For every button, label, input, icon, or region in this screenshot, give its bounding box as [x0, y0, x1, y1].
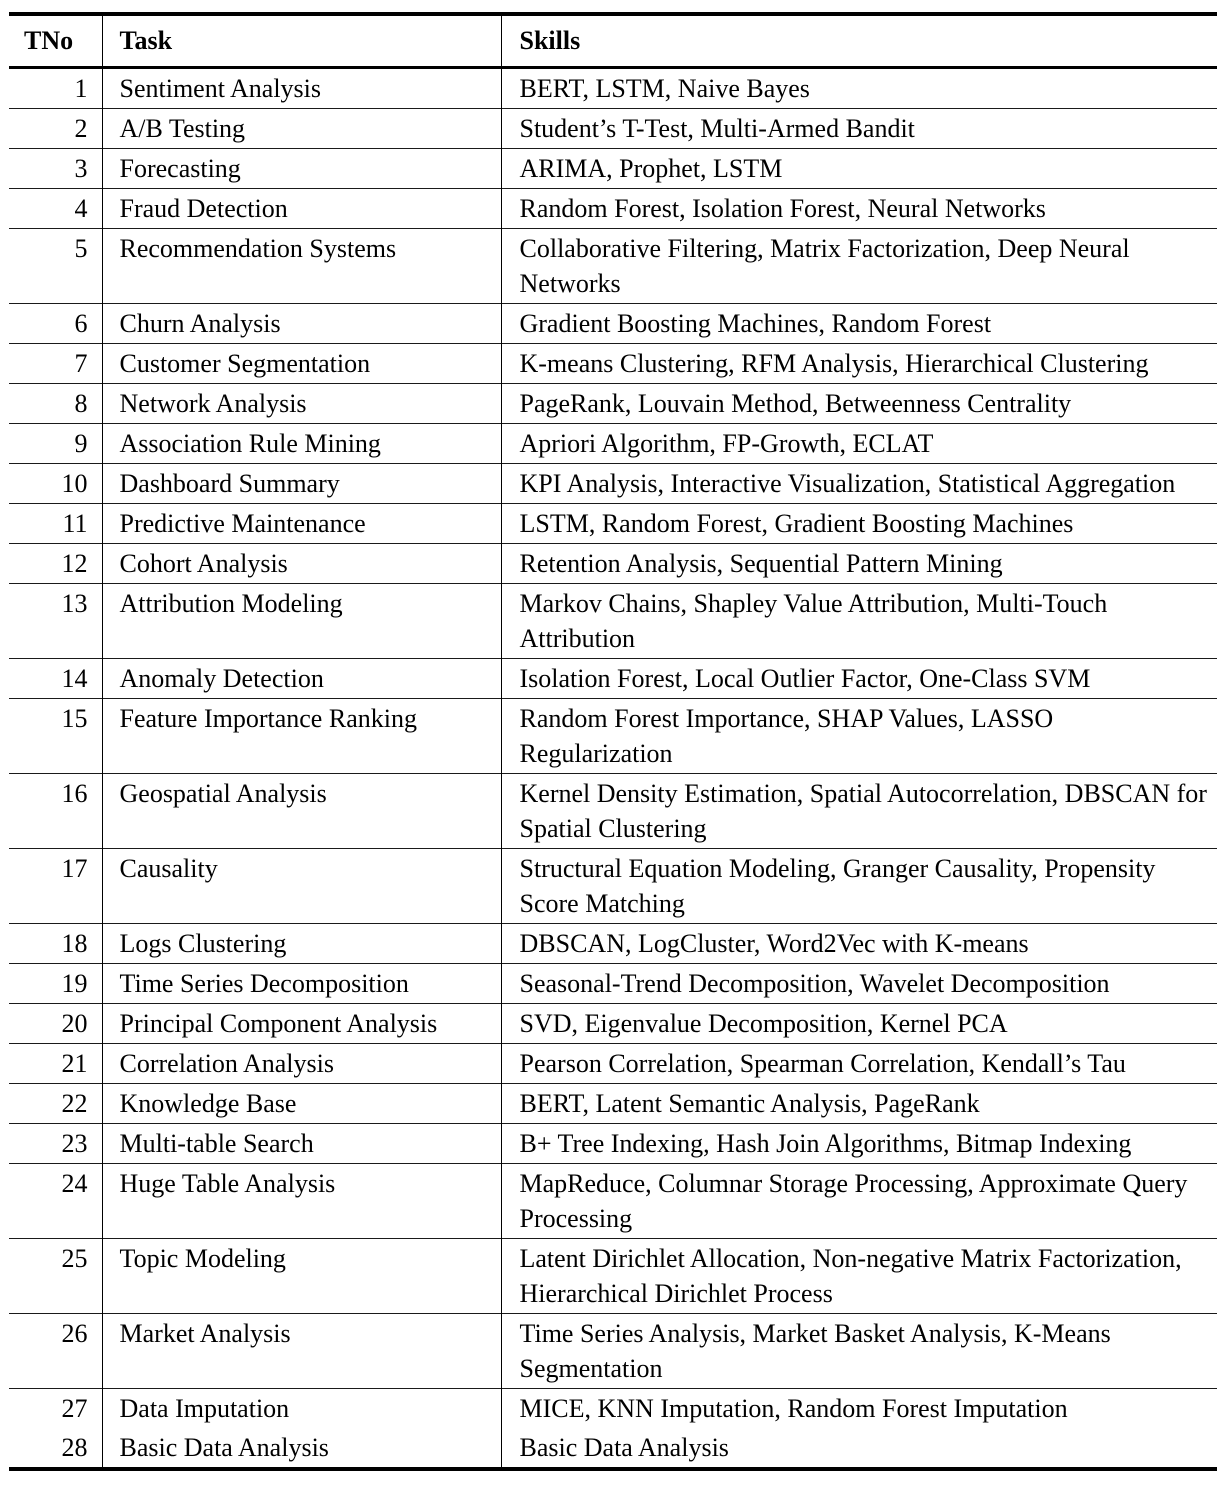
cell-tno: 16 [9, 774, 102, 849]
cell-tno: 23 [9, 1124, 102, 1164]
cell-tno: 13 [9, 584, 102, 659]
table-header [9, 14, 1217, 68]
cell-task: Multi-table Search [102, 1124, 501, 1164]
cell-tno: 17 [9, 849, 102, 924]
tasks-skills-table [9, 12, 1217, 1471]
table-row [9, 1084, 1217, 1124]
cell-task: Feature Importance Ranking [102, 699, 501, 774]
cell-task: Predictive Maintenance [102, 504, 501, 544]
table-row [9, 699, 1217, 774]
table-row [9, 504, 1217, 544]
cell-skills: Apriori Algorithm, FP-Growth, ECLAT [501, 424, 1217, 464]
cell-skills: ARIMA, Prophet, LSTM [501, 149, 1217, 189]
cell-tno: 21 [9, 1044, 102, 1084]
table-row [9, 1389, 1217, 1429]
cell-skills: K-means Clustering, RFM Analysis, Hierarchical Clustering [501, 344, 1217, 384]
table-row [9, 584, 1217, 659]
cell-tno: 4 [9, 189, 102, 229]
cell-tno: 28 [61, 1433, 88, 1462]
table-row [9, 424, 1217, 464]
cell-tno: 9 [9, 424, 102, 464]
table-row [9, 68, 1217, 109]
table-row [9, 344, 1217, 384]
cell-task: Topic Modeling [102, 1239, 501, 1314]
cell-skills: B+ Tree Indexing, Hash Join Algorithms, Bitmap Indexing [501, 1124, 1217, 1164]
cell-tno: 3 [9, 149, 102, 189]
cell-skills: Seasonal-Trend Decomposition, Wavelet Decomposition [501, 964, 1217, 1004]
cell-task: Anomaly Detection [102, 659, 501, 699]
table-row [9, 924, 1217, 964]
cell-skills: Kernel Density Estimation, Spatial Autocorrelation, DBSCAN for Spatial Clustering [501, 774, 1217, 849]
cell-task: Cohort Analysis [102, 544, 501, 584]
cell-skills: Structural Equation Modeling, Granger Causality, Propensity Score Matching [501, 849, 1217, 924]
column-header-skills: Skills [501, 14, 1217, 68]
cell-task: Time Series Decomposition [102, 964, 501, 1004]
cell-task: Data Imputation [102, 1389, 501, 1429]
cell-skills: Gradient Boosting Machines, Random Forest [501, 304, 1217, 344]
cell-task: Forecasting [102, 149, 501, 189]
cell-task: Knowledge Base [102, 1084, 501, 1124]
cell-skills: Student’s T-Test, Multi-Armed Bandit [501, 109, 1217, 149]
cell-skills: Collaborative Filtering, Matrix Factorization, Deep Neural Networks [501, 229, 1217, 304]
table-row [9, 774, 1217, 849]
cell-tno: 19 [9, 964, 102, 1004]
cell-skills: DBSCAN, LogCluster, Word2Vec with K-means [501, 924, 1217, 964]
cell-skills: BERT, LSTM, Naive Bayes [501, 68, 1217, 109]
cell-task: Correlation Analysis [102, 1044, 501, 1084]
cell-tno: 15 [9, 699, 102, 774]
table-row [9, 1164, 1217, 1239]
cell-task: Association Rule Mining [102, 424, 501, 464]
cell-tno: 26 [9, 1314, 102, 1389]
table-row [9, 849, 1217, 924]
cell-tno: 6 [9, 304, 102, 344]
cell-skills: Markov Chains, Shapley Value Attribution, Multi-Touch Attribution [501, 584, 1217, 659]
table-row [9, 1239, 1217, 1314]
header-row [9, 14, 1217, 68]
cell-tno: 22 [9, 1084, 102, 1124]
cell-skills: MapReduce, Columnar Storage Processing, Approximate Query Processing [501, 1164, 1217, 1239]
cell-tno: 20 [9, 1004, 102, 1044]
cell-tno: 11 [9, 504, 102, 544]
cell-skills: Isolation Forest, Local Outlier Factor, One-Class SVM [501, 659, 1217, 699]
cell-task: Causality [102, 849, 501, 924]
cell-skills: LSTM, Random Forest, Gradient Boosting Machines [501, 504, 1217, 544]
cell-tno: 2 [9, 109, 102, 149]
cell-skills: Random Forest Importance, SHAP Values, LASSO Regularization [501, 699, 1217, 774]
table-row [9, 659, 1217, 699]
cell-tno: 25 [9, 1239, 102, 1314]
cell-tno: 7 [9, 344, 102, 384]
cell-task: Principal Component Analysis [102, 1004, 501, 1044]
cell-tno: 14 [9, 659, 102, 699]
cell-tno: 5 [9, 229, 102, 304]
cell-task: Churn Analysis [102, 304, 501, 344]
column-header-task: Task [102, 14, 501, 68]
cell-task: Basic Data Analysis [102, 1428, 501, 1469]
cell-skills: Random Forest, Isolation Forest, Neural Networks [501, 189, 1217, 229]
cell-tno: 27 [9, 1389, 102, 1429]
cell-tno: 10 [9, 464, 102, 504]
cell-skills: Pearson Correlation, Spearman Correlation, Kendall’s Tau [501, 1044, 1217, 1084]
cell-task: Geospatial Analysis [102, 774, 501, 849]
column-header-tno: TNo [9, 14, 102, 68]
cell-skills: Retention Analysis, Sequential Pattern Mining [501, 544, 1217, 584]
cell-skills: MICE, KNN Imputation, Random Forest Imputation [501, 1389, 1217, 1429]
table-body [9, 68, 1217, 1470]
cell-task: Market Analysis [102, 1314, 501, 1389]
cell-skills: Basic Data Analysis [501, 1428, 1217, 1469]
cell-task: Attribution Modeling [102, 584, 501, 659]
paper-table-container [9, 12, 1217, 1471]
table-row [9, 109, 1217, 149]
cell-skills: KPI Analysis, Interactive Visualization, Statistical Aggregation [501, 464, 1217, 504]
cell-task: Network Analysis [102, 384, 501, 424]
cell-tno: 12 [9, 544, 102, 584]
cell-tno: 24 [9, 1164, 102, 1239]
table-row [9, 1004, 1217, 1044]
cell-task: Customer Segmentation [102, 344, 501, 384]
table-row [9, 464, 1217, 504]
table-row [9, 1044, 1217, 1084]
cell-task: Recommendation Systems [102, 229, 501, 304]
table-row [9, 229, 1217, 304]
cell-tno: 8 [9, 384, 102, 424]
table-row [9, 149, 1217, 189]
table-row [9, 304, 1217, 344]
cell-skills: Time Series Analysis, Market Basket Analysis, K-Means Segmentation [501, 1314, 1217, 1389]
table-row [9, 1124, 1217, 1164]
cell-tno: 18 [9, 924, 102, 964]
cell-task: Dashboard Summary [102, 464, 501, 504]
table-row [9, 1314, 1217, 1389]
table-row [9, 189, 1217, 229]
cell-task: Fraud Detection [102, 189, 501, 229]
cell-task: Huge Table Analysis [102, 1164, 501, 1239]
table-row [9, 384, 1217, 424]
cell-task: Sentiment Analysis [102, 68, 501, 109]
cell-tno: 1 [74, 74, 88, 103]
cell-skills: SVD, Eigenvalue Decomposition, Kernel PCA [501, 1004, 1217, 1044]
cell-task: Logs Clustering [102, 924, 501, 964]
cell-task: A/B Testing [102, 109, 501, 149]
cell-skills: PageRank, Louvain Method, Betweenness Centrality [501, 384, 1217, 424]
cell-skills: BERT, Latent Semantic Analysis, PageRank [501, 1084, 1217, 1124]
table-row [9, 964, 1217, 1004]
table-row [9, 1428, 1217, 1469]
table-row [9, 544, 1217, 584]
cell-skills: Latent Dirichlet Allocation, Non-negative Matrix Factorization, Hierarchical Dirichlet Process [501, 1239, 1217, 1314]
